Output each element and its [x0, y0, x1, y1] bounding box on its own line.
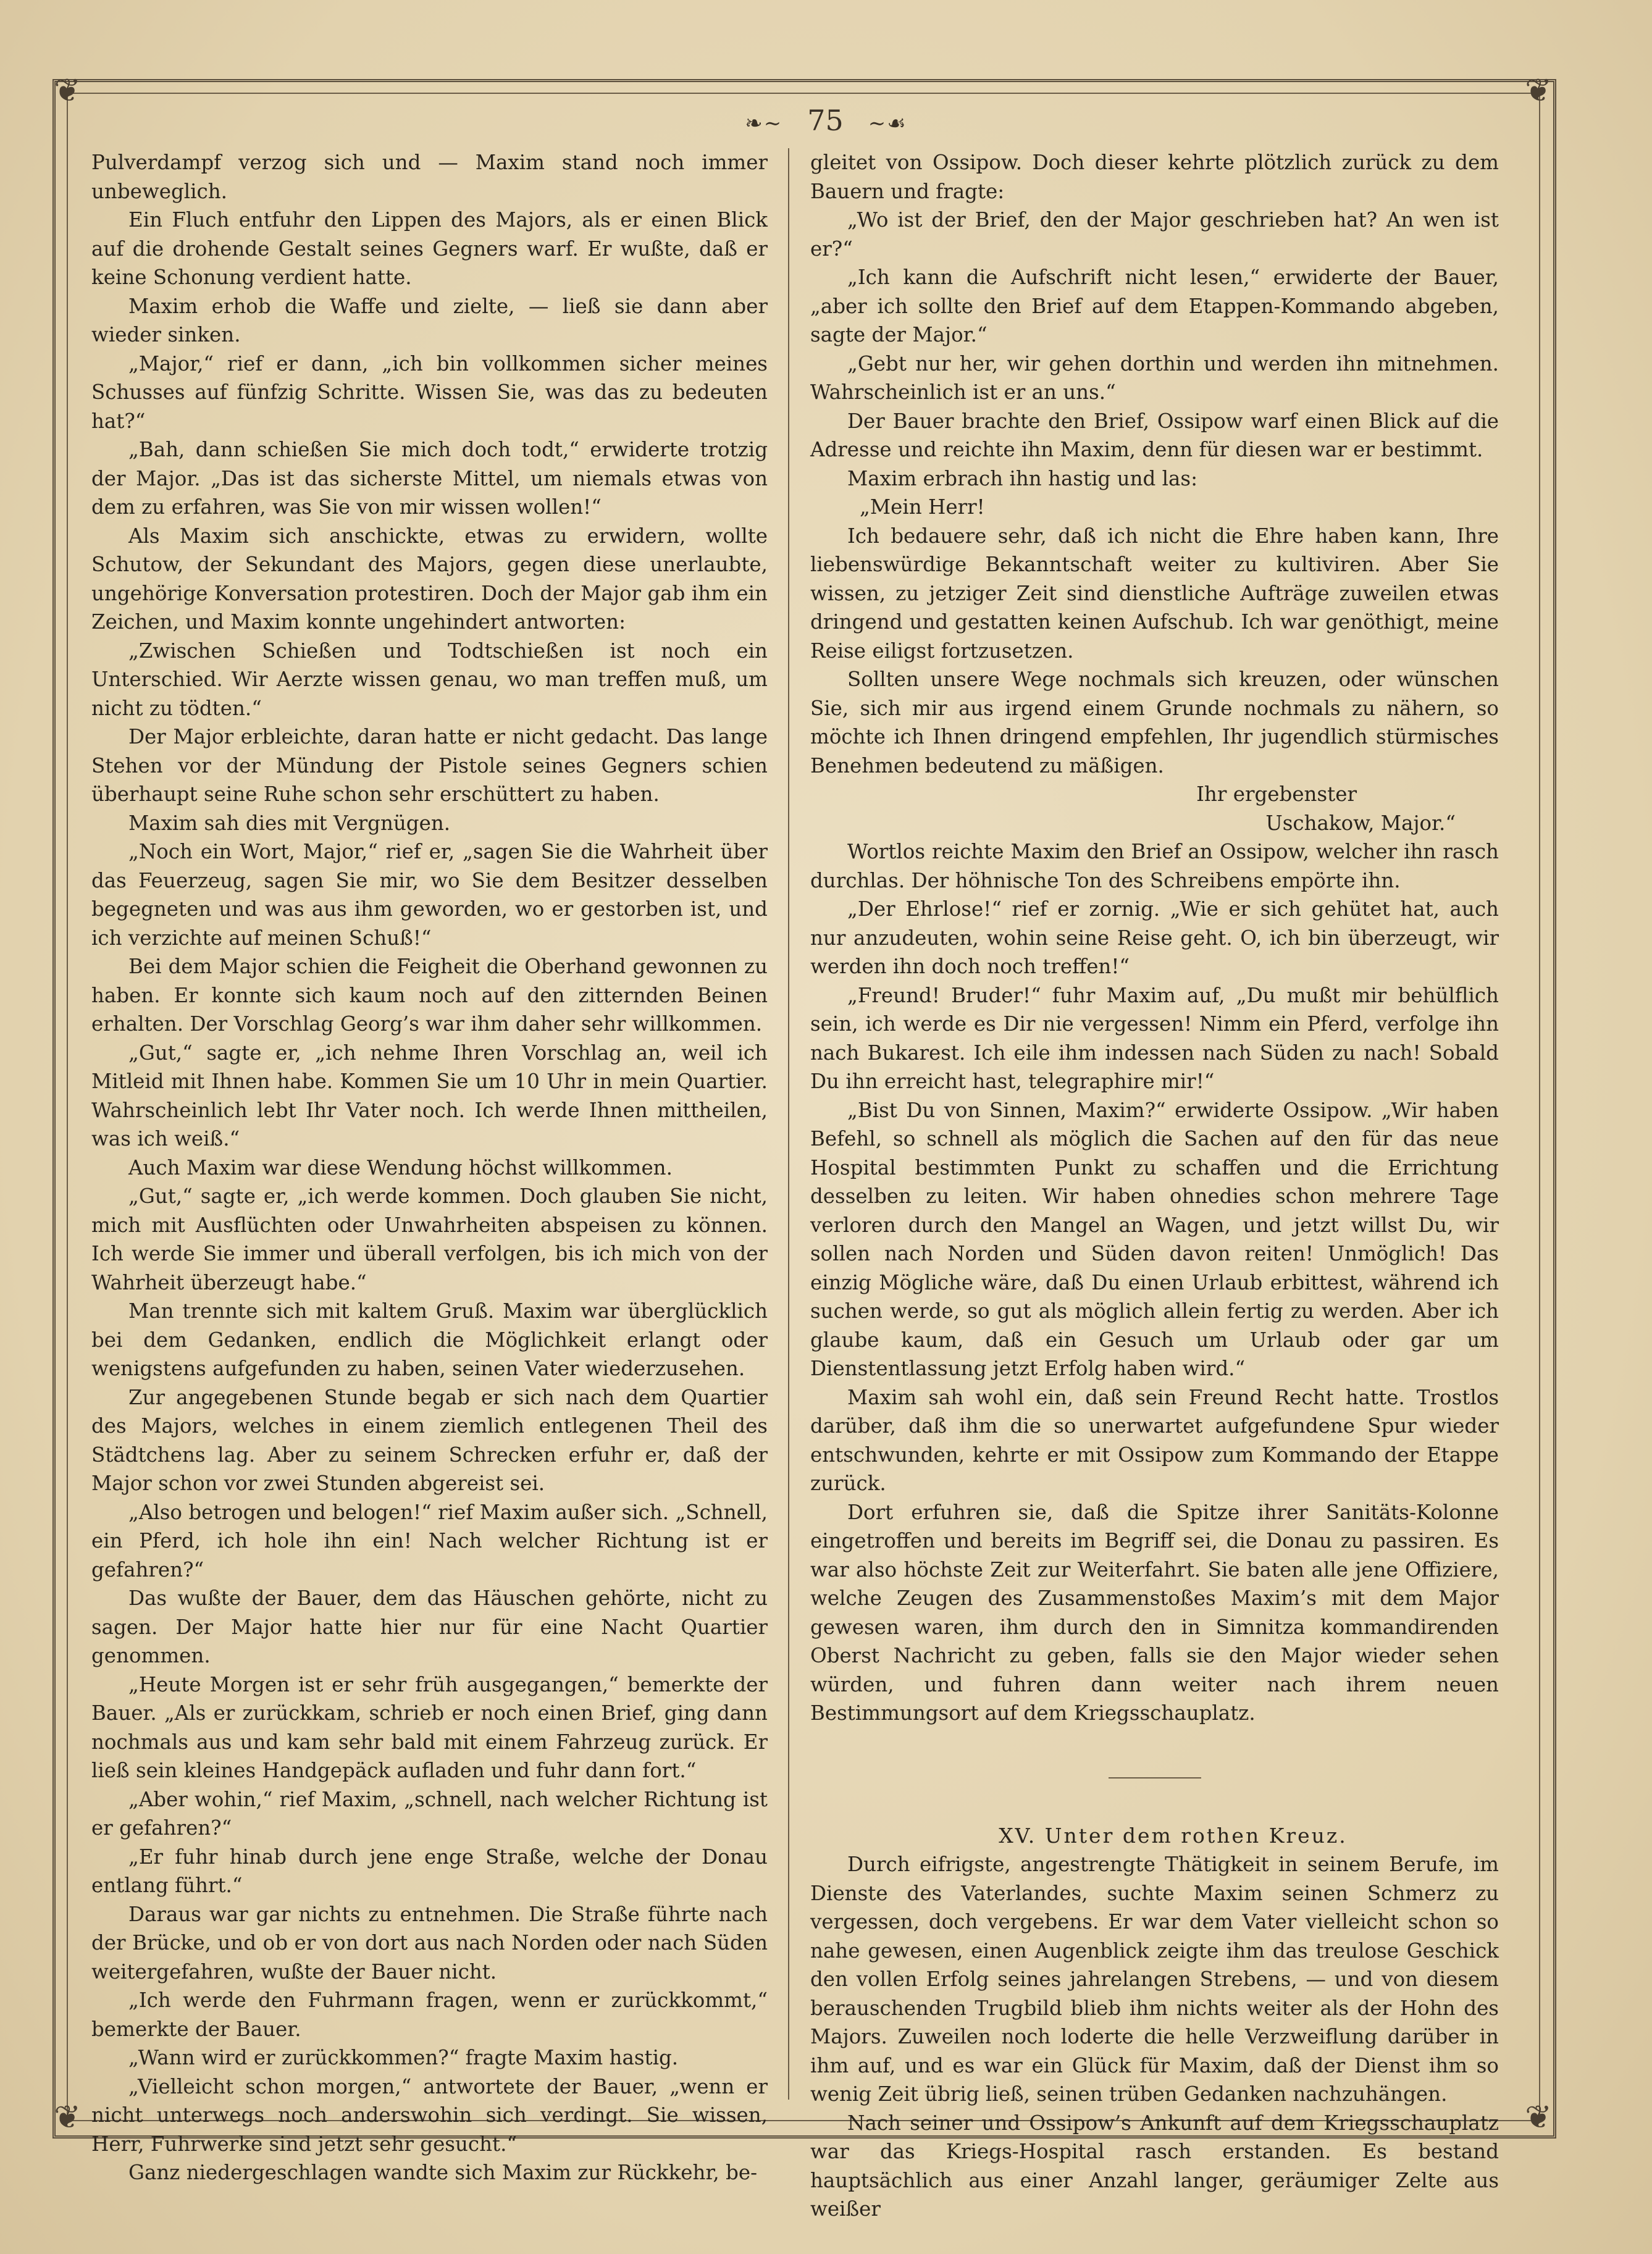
paragraph: „Gebt nur her, wir gehen dorthin und werden ihn mitnehmen. Wahrscheinlich ist er an uns.“ — [810, 351, 1499, 404]
paragraph: „Wann wird er zurückkommen?“ fragte Maxim hastig. — [128, 2046, 679, 2069]
paragraph: Bei dem Major schien die Feigheit die Oberhand gewonnen zu haben. Er konnte sich kaum noch auf den zitternden Beinen erhalten. Der Vorschlag Georg’s war ihm daher sehr willkommen. — [91, 955, 768, 1036]
paragraph: „Gut,“ sagte er, „ich nehme Ihren Vorschlag an, weil ich Mitleid mit Ihnen habe. Kommen Sie um 10 Uhr in mein Quartier. Wahrscheinlich lebt Ihr Vater noch. Ich werde Ihnen mittheilen, was ich weiß.“ — [91, 1041, 768, 1150]
paragraph: „Aber wohin,“ rief Maxim, „schnell, nach welcher Richtung ist er gefahren?“ — [91, 1787, 768, 1840]
paragraph: Durch eifrigste, angestrengte Thätigkeit in seinem Berufe, im Dienste des Vaterlandes, suchte Maxim seinen Schmerz zu vergessen, doch vergebens. Er war dem Vater vielleicht schon so nahe gewesen, einen Augenblick zeigte ihm das treulose Geschick den vollen Erfolg seines jahrelangen Strebens, — und von diesem berauschenden Trugbild blieb ihm nichts weiter als der Hohn des Majors. Zuweilen noch loderte die helle Verzweiflung darüber in ihm auf, und es war ein Glück für Maxim, daß der Dienst ihm so wenig Zeit übrig ließ, seinen trüben Gedanken nachzuhängen. — [810, 1853, 1499, 2106]
paragraph: Dort erfuhren sie, daß die Spitze ihrer Sanitäts-Kolonne eingetroffen und bereits im Begriff sei, die Donau zu passiren. Es war also höchste Zeit zur Weiterfahrt. Sie baten alle jene Offiziere, welche Zeugen des Zusammenstoßes Maxim’s mit dem Major gewesen waren, ihm durch den in Simnitza kommandirenden Oberst Nachricht zu geben, falls sie den Major wieder sehen würden, und fuhren dann weiter nach ihrem neuen Bestimmungsort auf dem Kriegsschauplatz. — [810, 1500, 1499, 1725]
right-column — [810, 148, 1499, 2221]
paragraph: „Bah, dann schießen Sie mich doch todt,“ erwiderte trotzig der Major. „Das ist das sicherste Mittel, um niemals etwas von dem zu erfahren, was Sie von mir wissen wollen!“ — [91, 438, 768, 519]
paragraph: Zur angegebenen Stunde begab er sich nach dem Quartier des Majors, welches in einem ziemlich entlegenen Theil des Städtchens lag. Aber zu seinem Schrecken erfuhr er, daß der Major schon vor zwei Stunden abgereist sei. — [91, 1385, 768, 1495]
corner-ornament-icon: ❦ — [54, 72, 81, 109]
paragraph: Ganz niedergeschlagen wandte sich Maxim zur Rückkehr, be- — [128, 2161, 758, 2184]
paragraph: Man trennte sich mit kaltem Gruß. Maxim war überglücklich bei dem Gedanken, endlich die Möglichkeit erlangt oder wenigstens aufgefunden zu haben, seinen Vater wiederzusehen. — [91, 1299, 768, 1380]
paragraph: „Zwischen Schießen und Todtschießen ist noch ein Unterschied. Wir Aerzte wissen genau, wo man treffen muß, um nicht zu tödten.“ — [91, 639, 768, 720]
paragraph: Der Major erbleichte, daran hatte er nicht gedacht. Das lange Stehen vor der Mündung der Pistole seines Gegners schien überhaupt seine Ruhe schon sehr erschüttert zu haben. — [91, 725, 768, 806]
paragraph: „Major,“ rief er dann, „ich bin vollkommen sicher meines Schusses auf fünfzig Schritte. Wissen Sie, was das zu bedeuten hat?“ — [91, 351, 768, 433]
paragraph: Daraus war gar nichts zu entnehmen. Die Straße führte nach der Brücke, und ob er von dort aus nach Norden oder nach Süden weitergefahren, wußte der Bauer nicht. — [91, 1902, 768, 1984]
paragraph: Pulverdampf verzog sich und — Maxim stand noch immer unbeweglich. — [91, 151, 768, 203]
paragraph: Als Maxim sich anschickte, etwas zu erwidern, wollte Schutow, der Sekundant des Majors, gegen diese unerlaubte, ungehörige Konversation protestiren. Doch der Major gab ihm ein Zeichen, und Maxim konnte ungehindert antworten: — [91, 524, 768, 634]
paragraph: Maxim sah wohl ein, daß sein Freund Recht hatte. Trostlos darüber, daß ihm die so unerwartet aufgefundene Spur wieder entschwunden, kehrte er mit Ossipow zum Kommando der Etappe zurück. — [810, 1385, 1499, 1495]
section-separator — [1109, 1777, 1201, 1778]
right-column-lower — [810, 1850, 1499, 2224]
paragraph: „Ich kann die Aufschrift nicht lesen,“ erwiderte der Bauer, „aber ich sollte den Brief auf dem Etappen-Kommando abgeben, sagte der Major.“ — [810, 266, 1499, 346]
paragraph: „Er fuhr hinab durch jene enge Straße, welche der Donau entlang führt.“ — [91, 1845, 768, 1897]
paragraph: „Also betrogen und belogen!“ rief Maxim außer sich. „Schnell, ein Pferd, ich hole ihn ein! Nach welcher Richtung ist er gefahren?“ — [91, 1500, 768, 1582]
paragraph: „Bist Du von Sinnen, Maxim?“ erwiderte Ossipow. „Wir haben Befehl, so schnell als möglich die Sachen auf den für das neue Hospital bestimmten Punkt zu schaffen und die Errichtung desselben zu leiten. Wir haben ohnedies schon mehrere Tage verloren durch den Mangel an Wagen, und jetzt willst Du, wir sollen nach Norden und Süden davon reiten! Unmöglich! Das einzig Mögliche wäre, daß Du einen Urlaub erbittest, während ich suchen werde, so gut als möglich allein fertig zu werden. Aber ich glaube kaum, daß ein Gesuch um Urlaub oder gar um Dienstentlassung jetzt Erfolg haben wird.“ — [810, 1098, 1499, 1380]
header-ornament-right-icon: ∼☙ — [868, 111, 907, 136]
right-column-upper — [810, 148, 1499, 1728]
corner-ornament-icon: ❦ — [54, 2099, 81, 2136]
paragraph: Sollten unsere Wege nochmals sich kreuzen, oder wünschen Sie, sich mir aus irgend einem Grunde nochmals zu nähern, so möchte ich Ihnen dringend empfehlen, Ihr jugendlich stürmisches Benehmen bedeutend zu mäßigen. — [810, 668, 1499, 777]
left-column — [91, 148, 768, 2184]
paragraph: Maxim erhob die Waffe und zielte, — ließ sie dann aber wieder sinken. — [91, 294, 768, 346]
paragraph: Maxim sah dies mit Vergnügen. — [128, 811, 451, 835]
chapter-heading: XV. Unter dem rothen Kreuz. — [999, 1823, 1348, 1848]
paragraph: „Vielleicht schon morgen,“ antwortete der Bauer, „wenn er nicht unterwegs noch anderswohin sich verdingt. Sie wissen, Herr, Fuhrwerke sind jetzt sehr gesucht.“ — [91, 2074, 768, 2156]
paragraph: Ich bedauere sehr, daß ich nicht die Ehre haben kann, Ihre liebenswürdige Bekanntschaft weiter zu kultiviren. Aber Sie wissen, zu jetziger Zeit sind dienstliche Aufträge zuweilen etwas dringend und gestatten keinen Aufschub. Ich war genöthigt, meine Reise eiligst fortzusetzen. — [810, 524, 1499, 663]
paragraph: „Der Ehrlose!“ rief er zornig. „Wie er sich gehütet hat, auch nur anzudeuten, wohin seine Reise geht. O, ich bin überzeugt, wir werden ihn doch noch treffen!“ — [810, 897, 1499, 978]
paragraph: „Ich werde den Fuhrmann fragen, wenn er zurückkommt,“ bemerkte der Bauer. — [91, 1988, 768, 2041]
paragraph: „Mein Herr! — [860, 495, 985, 519]
paragraph: Maxim erbrach ihn hastig und las: — [847, 466, 1198, 490]
paragraph: gleitet von Ossipow. Doch dieser kehrte plötzlich zurück zu dem Bauern und fragte: — [810, 151, 1499, 203]
paragraph: Ein Fluch entfuhr den Lippen des Majors, als er einen Blick auf die drohende Gestalt seines Gegners warf. Er wußte, daß er keine Schonung verdient hatte. — [91, 208, 768, 289]
column-divider — [788, 148, 789, 2100]
paragraph: Der Bauer brachte den Brief, Ossipow warf einen Blick auf die Adresse und reichte ihn Maxim, denn für diesen war er bestimmt. — [810, 409, 1499, 461]
paragraph: Uschakow, Major.“ — [1265, 811, 1456, 835]
paragraph: Auch Maxim war diese Wendung höchst willkommen. — [128, 1155, 673, 1179]
page-header — [0, 99, 1652, 142]
paragraph: Das wußte der Bauer, dem das Häuschen gehörte, nicht zu sagen. Der Major hatte hier nur für eine Nacht Quartier genommen. — [91, 1586, 768, 1667]
header-ornament-left-icon: ❧∼ — [745, 111, 783, 136]
paragraph: „Heute Morgen ist er sehr früh ausgegangen,“ bemerkte der Bauer. „Als er zurückkam, schrieb er noch einen Brief, ging dann nochmals aus und kam sehr bald mit einem Fahrzeug zurück. Er ließ sein kleines Handgepäck aufladen und fuhr dann fort.“ — [91, 1672, 768, 1782]
paragraph: „Gut,“ sagte er, „ich werde kommen. Doch glauben Sie nicht, mich mit Ausflüchten oder Unwahrheiten abspeisen zu können. Ich werde Sie immer und überall verfolgen, bis ich mich von der Wahrheit überzeugt habe.“ — [91, 1184, 768, 1294]
paragraph: „Freund! Bruder!“ fuhr Maxim auf, „Du mußt mir behülflich sein, ich werde es Dir nie vergessen! Nimm ein Pferd, verfolge ihn nach Bukarest. Ich eile ihm indessen nach Süden zu nach! Sobald Du ihn erreicht hast, telegraphire mir!“ — [810, 983, 1499, 1093]
paragraph: „Noch ein Wort, Major,“ rief er, „sagen Sie die Wahrheit über das Feuerzeug, sagen Sie mir, wo Sie dem Besitzer desselben begegneten und was aus ihm geworden, wo er gestorben ist, und ich verzichte auf meinen Schuß!“ — [91, 840, 768, 950]
paragraph: Ihr ergebenster — [1196, 782, 1357, 806]
page-number: 75 — [807, 104, 844, 137]
paragraph: Nach seiner und Ossipow’s Ankunft auf dem Kriegsschauplatz war das Kriegs-Hospital rasch erstanden. Es bestand hauptsächlich aus einer Anzahl langer, geräumiger Zelte aus weißer — [810, 2111, 1499, 2221]
paragraph: „Wo ist der Brief, den der Major geschrieben hat? An wen ist er?“ — [810, 208, 1499, 261]
corner-ornament-icon: ❦ — [1525, 2099, 1552, 2136]
paragraph: Wortlos reichte Maxim den Brief an Ossipow, welcher ihn rasch durchlas. Der höhnische Ton des Schreibens empörte ihn. — [810, 840, 1499, 892]
corner-ornament-icon: ❦ — [1525, 72, 1552, 109]
